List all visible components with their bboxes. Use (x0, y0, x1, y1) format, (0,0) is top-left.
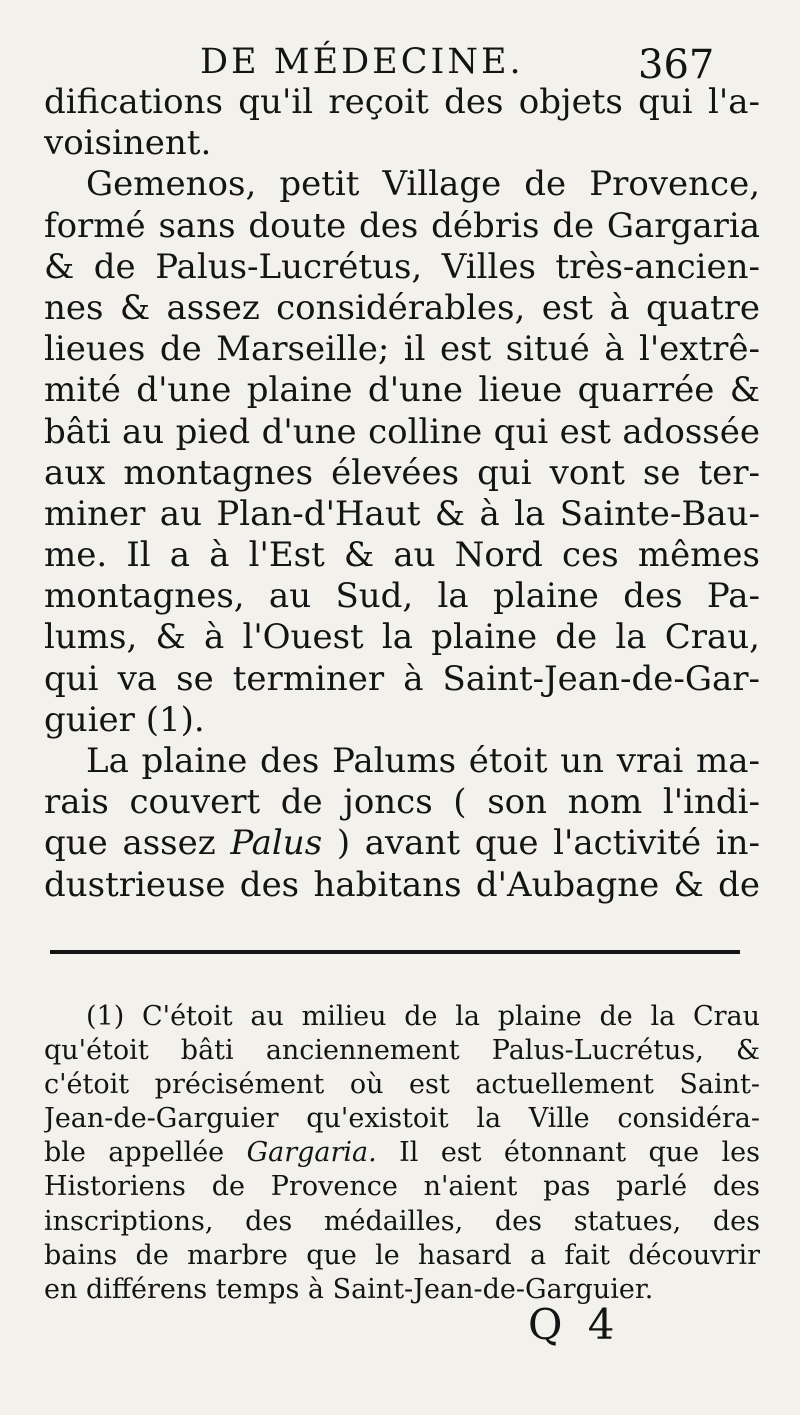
text-line: rais couvert de joncs ( son nom l'indi- (44, 782, 760, 823)
text-line: Gemenos, petit Village de Provence, (86, 164, 760, 205)
footnote (44, 1000, 760, 1307)
text-line: formé sans doute des débris de Gargaria (44, 205, 760, 246)
running-head: DE MÉDECINE. (200, 42, 524, 82)
text-segment: Il est étonnant que les (376, 1137, 760, 1169)
text-line: difications qu'il reçoit des objets qui l'a- (44, 82, 760, 122)
footnote-line: c'étoit précisément où est actuellement Saint- (44, 1069, 760, 1101)
text-line: mité d'une plaine d'une lieue quarrée & (44, 370, 760, 411)
text-line: nes & assez considérables, est à quatre (44, 287, 760, 328)
text-line: me. Il a à l'Est & au Nord ces mêmes (44, 535, 760, 576)
footnote-line (44, 1136, 760, 1170)
text-line: miner au Plan-d'Haut & à la Sainte-Bau- (44, 493, 760, 534)
text-line: voisinent. (44, 123, 212, 164)
text-segment: que assez (44, 823, 231, 864)
text-line: montagnes, au Sud, la plaine des Pa- (44, 576, 760, 617)
text-segment: ) avant que l'activité in- (322, 823, 760, 864)
footnote-line: inscriptions, des médailles, des statues, des (44, 1205, 760, 1237)
text-line (44, 823, 760, 864)
text-line: bâti au pied d'une colline qui est adossée (44, 411, 760, 452)
main-text (44, 82, 760, 906)
text-line: dustrieuse des habitans d'Aubagne & de (44, 864, 760, 905)
text-line: & de Palus-Lucrétus, Villes très-ancien- (44, 246, 760, 287)
text-line: lums, & à l'Ouest la plaine de la Crau, (44, 617, 760, 658)
italic-word: Palus (230, 823, 323, 864)
text-line: La plaine des Palums étoit un vrai ma- (86, 741, 760, 781)
text-line: aux montagnes élevées qui vont se ter- (44, 452, 760, 493)
text-segment: ble appellée (44, 1137, 247, 1169)
italic-word: Gargaria. (246, 1137, 377, 1169)
text-line: guier (1). (44, 699, 205, 740)
footnote-line: (1) C'étoit au milieu de la plaine de la Crau (86, 1001, 760, 1032)
text-line: qui va se terminer à Saint-Jean-de-Gar- (44, 658, 760, 699)
footnote-line: en différens temps à Saint-Jean-de-Garguier. (44, 1273, 654, 1305)
footnote-rule (50, 950, 740, 954)
footnote-line: qu'étoit bâti anciennement Palus-Lucrétus, & (44, 1035, 760, 1067)
signature-mark: Q 4 (528, 1300, 621, 1349)
footnote-line: bains de marbre que le hasard a fait découvrir (44, 1239, 760, 1271)
footnote-line: Historiens de Provence n'aient pas parlé des (44, 1171, 760, 1203)
text-line: lieues de Marseille; il est situé à l'extrê- (44, 329, 760, 370)
page-number: 367 (638, 42, 715, 88)
footnote-line: Jean-de-Garguier qu'existoit la Ville considéra- (44, 1103, 760, 1135)
